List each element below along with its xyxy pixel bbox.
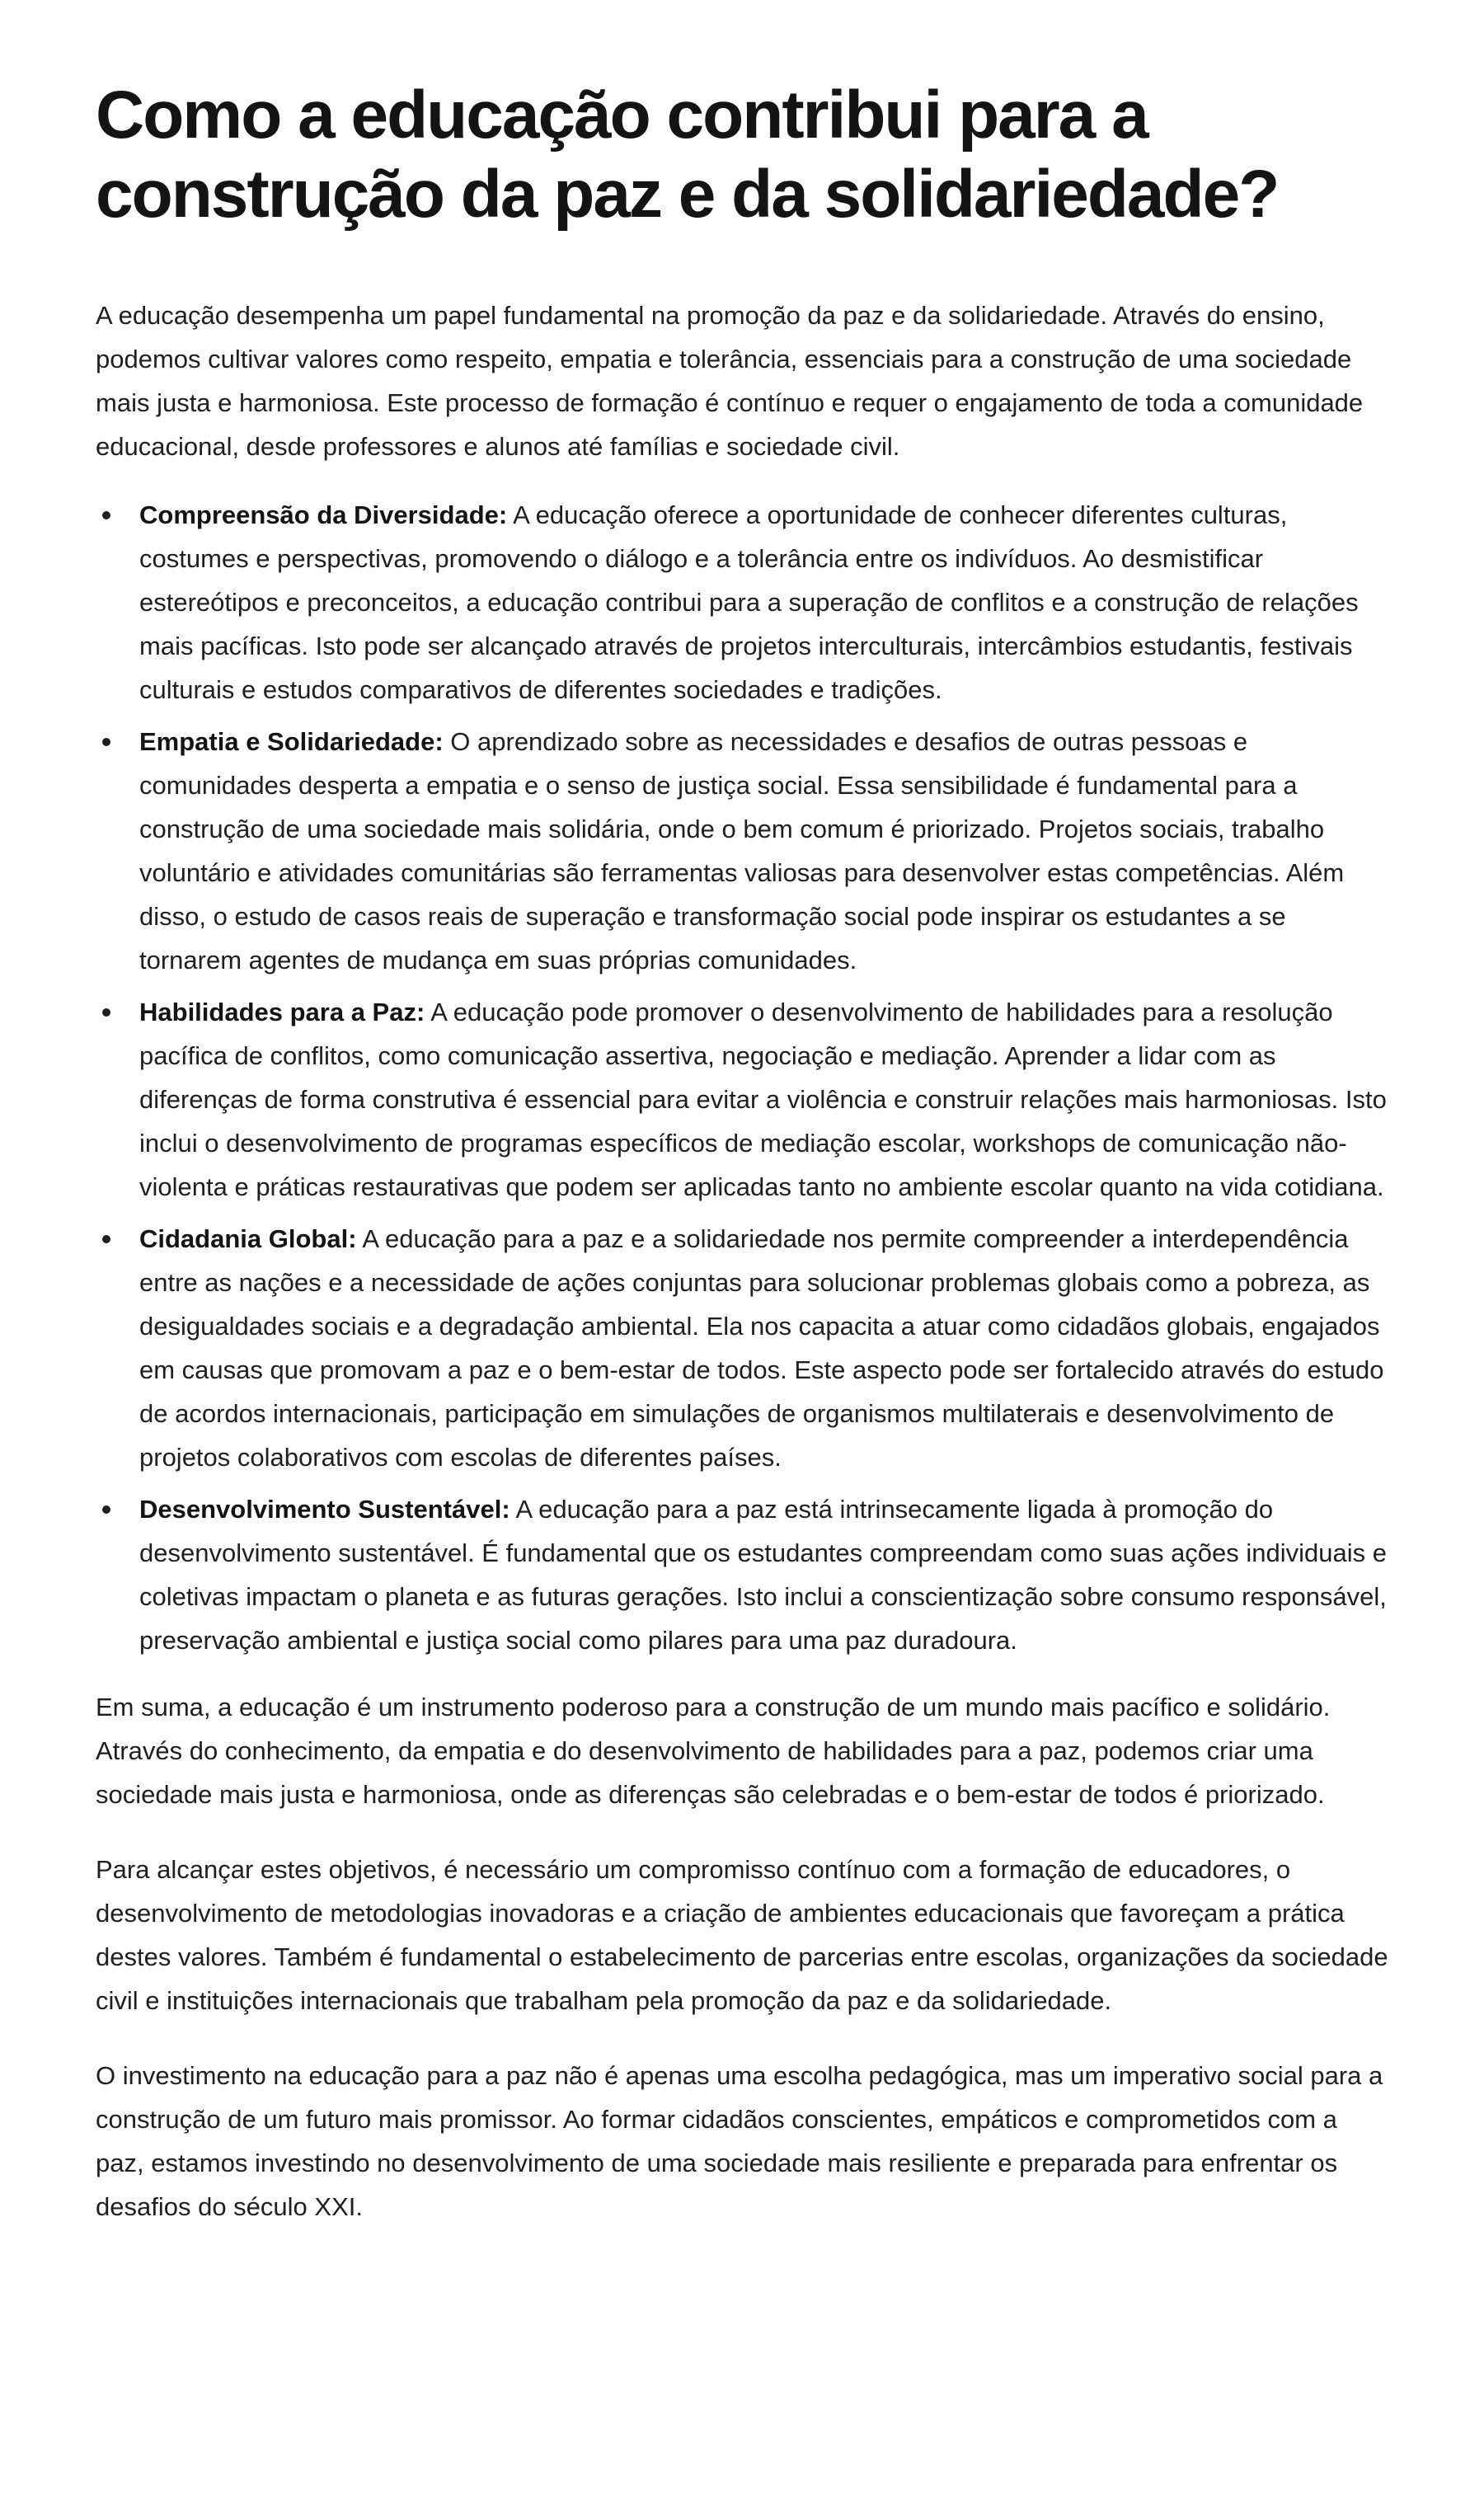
list-item [96, 990, 1390, 1209]
list-item-text: A educação pode promover o desenvolvimento de habilidades para a resolução pacífica de conflitos, como comunicação assertiva, negociação e mediação. Aprender a lidar com as diferenças de forma construtiva é essencial para evitar a violência e construir relações mais harmoniosas. Isto inclui o desenvolvimento de programas específicos de mediação escolar, workshops de comunicação não-violenta e práticas restaurativas que podem ser aplicadas tanto no ambiente escolar quanto na vida cotidiana. [139, 998, 1387, 1201]
list-item [96, 1217, 1390, 1479]
conclusion-paragraph: O investimento na educação para a paz não é apenas uma escolha pedagógica, mas um imperativo social para a construção de um futuro mais promissor. Ao formar cidadãos conscientes, empáticos e comprometidos com a paz, estamos investindo no desenvolvimento de uma sociedade mais resiliente e preparada para enfrentar os desafios do século XXI. [96, 2061, 1383, 2221]
list-item-text: O aprendizado sobre as necessidades e desafios de outras pessoas e comunidades desperta a empatia e o senso de justiça social. Essa sensibilidade é fundamental para a construção de uma sociedade mais solidária, onde o bem comum é priorizado. Projetos sociais, trabalho voluntário e atividades comunitárias são ferramentas valiosas para desenvolver estas competências. Além disso, o estudo de casos reais de superação e transformação social pode inspirar os estudantes a se tornarem agentes de mudança em suas próprias comunidades. [139, 727, 1345, 975]
list-item [96, 720, 1390, 982]
list-item-text: A educação para a paz está intrinsecamente ligada à promoção do desenvolvimento sustentável. É fundamental que os estudantes compreendam como suas ações individuais e coletivas impactam o planeta e as futuras gerações. Isto inclui a conscientização sobre consumo responsável, preservação ambiental e justiça social como pilares para uma paz duradoura. [139, 1495, 1388, 1655]
list-item-term: Empatia e Solidariedade: [139, 727, 444, 756]
intro-paragraph: A educação desempenha um papel fundamental na promoção da paz e da solidariedade. Através do ensino, podemos cultivar valores como respeito, empatia e tolerância, essenciais para a construção de uma sociedade mais justa e harmoniosa. Este processo de formação é contínuo e requer o engajamento de toda a comunidade educacional, desde professores e alunos até famílias e sociedade civil. [96, 301, 1364, 461]
bullet-icon [102, 511, 110, 519]
objectives-paragraph: Para alcançar estes objetivos, é necessário um compromisso contínuo com a formação de educadores, o desenvolvimento de metodologias inovadoras e a criação de ambientes educacionais que favoreçam a prática destes valores. Também é fundamental o estabelecimento de parcerias entre escolas, organizações da sociedade civil e instituições internacionais que trabalham pela promoção da paz e da solidariedade. [96, 1855, 1388, 2015]
list-item [96, 493, 1390, 712]
bullet-icon [102, 1505, 110, 1514]
bullet-icon [102, 738, 110, 746]
topic-list [96, 493, 1390, 1662]
list-item-term: Cidadania Global: [139, 1224, 357, 1253]
bullet-icon [102, 1008, 110, 1017]
list-item [96, 1487, 1390, 1662]
list-item-term: Compreensão da Diversidade: [139, 500, 508, 529]
list-item-term: Desenvolvimento Sustentável: [139, 1495, 510, 1524]
list-item-text: A educação para a paz e a solidariedade nos permite compreender a interdependência entre as nações e a necessidade de ações conjuntas para solucionar problemas globais como a pobreza, as desigualdades sociais e a degradação ambiental. Ela nos capacita a atuar como cidadãos globais, engajados em causas que promovam a paz e o bem-estar de todos. Este aspecto pode ser fortalecido através do estudo de acordos internacionais, participação em simulações de organismos multilaterais e desenvolvimento de projetos colaborativos com escolas de diferentes países. [139, 1224, 1384, 1472]
list-item-text: A educação oferece a oportunidade de conhecer diferentes culturas, costumes e perspectivas, promovendo o diálogo e a tolerância entre os indivíduos. Ao desmistificar estereótipos e preconceitos, a educação contribui para a superação de conflitos e a construção de relações mais pacíficas. Isto pode ser alcançado através de projetos interculturais, intercâmbios estudantis, festivais culturais e estudos comparativos de diferentes sociedades e tradições. [139, 500, 1359, 704]
bullet-icon [102, 1235, 110, 1243]
list-item-term: Habilidades para a Paz: [139, 998, 425, 1026]
page-title: Como a educação contribui para a construção da paz e da solidariedade? [96, 77, 1279, 232]
summary-paragraph: Em suma, a educação é um instrumento poderoso para a construção de um mundo mais pacífico e solidário. Através do conhecimento, da empatia e do desenvolvimento de habilidades para a paz, podemos criar uma sociedade mais justa e harmoniosa, onde as diferenças são celebradas e o bem-estar de todos é priorizado. [96, 1693, 1331, 1809]
